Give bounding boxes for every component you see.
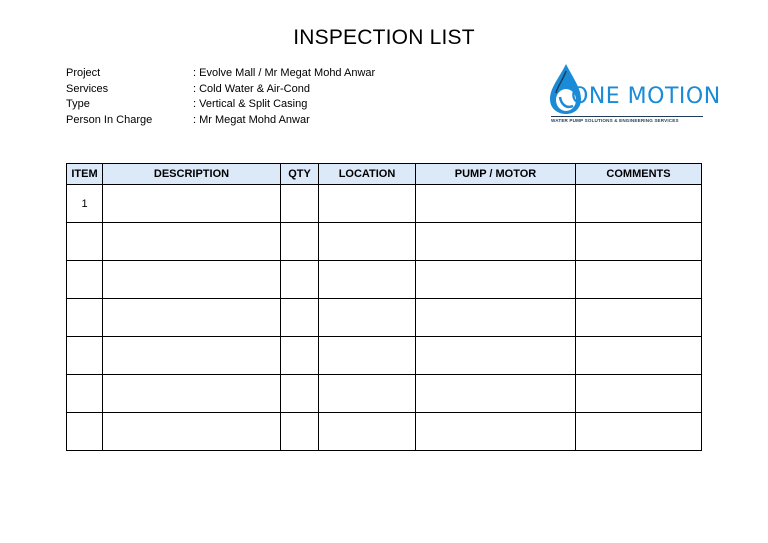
table-row [67, 413, 702, 451]
column-header-comments: COMMENTS [576, 164, 702, 185]
info-row-services [66, 82, 375, 98]
description-cell [103, 223, 281, 261]
table-row [67, 337, 702, 375]
info-value: : Mr Megat Mohd Anwar [193, 114, 310, 127]
column-header-location: LOCATION [319, 164, 416, 185]
table-header-row [67, 164, 702, 185]
project-info [66, 66, 375, 129]
item-cell [67, 375, 103, 413]
qty-cell [281, 413, 319, 451]
location-cell [319, 299, 416, 337]
table-row [67, 185, 702, 223]
info-row-project [66, 66, 375, 82]
info-row-type [66, 97, 375, 113]
qty-cell [281, 261, 319, 299]
pump-motor-cell [416, 185, 576, 223]
comments-cell [576, 185, 702, 223]
comments-cell [576, 337, 702, 375]
location-cell [319, 337, 416, 375]
page-title: INSPECTION LIST [293, 26, 475, 49]
info-label: Person In Charge [66, 114, 153, 127]
description-cell [103, 413, 281, 451]
info-value: : Cold Water & Air-Cond [193, 82, 310, 95]
logo-tagline: WATER PUMP SOLUTIONS & ENGINEERING SERVICES [551, 116, 703, 123]
comments-cell [576, 299, 702, 337]
qty-cell [281, 299, 319, 337]
comments-cell [576, 261, 702, 299]
pump-motor-cell [416, 261, 576, 299]
description-cell [103, 261, 281, 299]
info-label: Services [66, 82, 109, 95]
qty-cell [281, 185, 319, 223]
info-label: Type [66, 98, 90, 111]
company-logo [548, 62, 721, 124]
location-cell [319, 375, 416, 413]
qty-cell [281, 337, 319, 375]
location-cell [319, 185, 416, 223]
item-cell [67, 299, 103, 337]
column-header-pump-motor: PUMP / MOTOR [416, 164, 576, 185]
description-cell [103, 185, 281, 223]
info-value: : Vertical & Split Casing [193, 98, 308, 111]
column-header-item: ITEM [67, 164, 103, 185]
comments-cell [576, 413, 702, 451]
item-cell: 1 [67, 185, 103, 223]
item-cell [67, 223, 103, 261]
item-cell [67, 413, 103, 451]
inspection-table [66, 163, 702, 451]
info-label: Project [66, 67, 101, 79]
description-cell [103, 337, 281, 375]
logo-name: ONE MOTION [571, 84, 721, 109]
qty-cell [281, 223, 319, 261]
column-header-description: DESCRIPTION [103, 164, 281, 185]
pump-motor-cell [416, 223, 576, 261]
comments-cell [576, 375, 702, 413]
location-cell [319, 261, 416, 299]
description-cell [103, 299, 281, 337]
table-body [67, 185, 702, 451]
pump-motor-cell [416, 375, 576, 413]
location-cell [319, 413, 416, 451]
pump-motor-cell [416, 299, 576, 337]
table-row [67, 375, 702, 413]
column-header-qty: QTY [281, 164, 319, 185]
item-cell [67, 337, 103, 375]
info-value: : Evolve Mall / Mr Megat Mohd Anwar [193, 67, 376, 79]
pump-motor-cell [416, 413, 576, 451]
comments-cell [576, 223, 702, 261]
location-cell [319, 223, 416, 261]
info-row-person-in-charge [66, 113, 375, 129]
pump-motor-cell [416, 337, 576, 375]
table-row [67, 299, 702, 337]
description-cell [103, 375, 281, 413]
table-row [67, 223, 702, 261]
table-row [67, 261, 702, 299]
qty-cell [281, 375, 319, 413]
item-cell [67, 261, 103, 299]
